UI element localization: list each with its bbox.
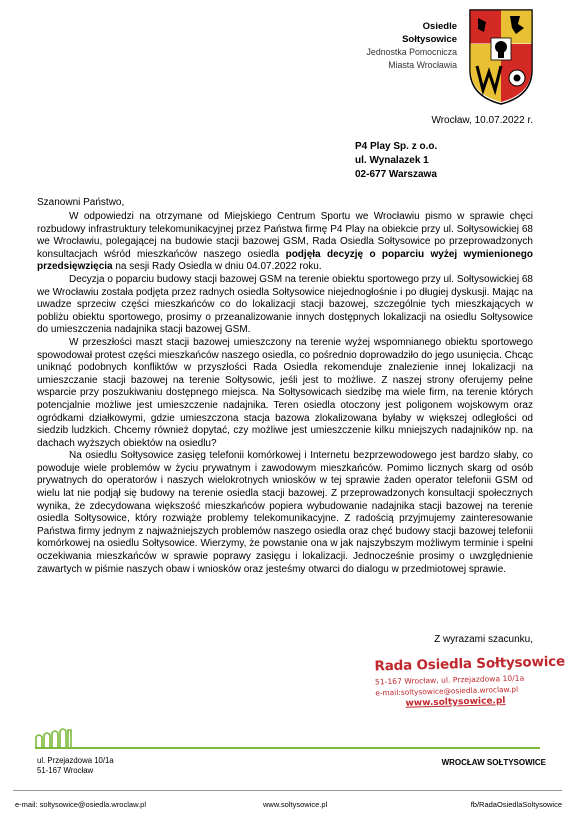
stamp-address: 51-167 Wrocław, ul. Przejazdowa 10/1a [374,673,525,687]
footer-facebook[interactable]: fb/RadaOsiedlaSoltysowice [470,800,562,809]
paragraph-1 [37,211,533,274]
institution-line-2: Sołtysowice [402,34,457,45]
institution-name [367,20,457,72]
letter-body [37,211,533,576]
stamp-website: www.soltysowice.pl [405,696,506,709]
building-outline-icon [34,727,72,749]
letter-date: Wrocław, 10.07.2022 r. [431,115,533,126]
footer-email[interactable]: e-mail: soltysowice@osiedla.wroclaw.pl [15,800,146,809]
footer-address [37,756,114,776]
footer-divider-grey [13,790,562,791]
paragraph-4: Na osiedlu Sołtysowice zasięg telefonii komórkowej i Internetu bezprzewodowego jest bardzo słaby, co powoduje wiele problemów w życiu prywatnym i zawodowym mieszkańców. Pomimo licznych skarg od osób prywatnych do operatorów i naszych wielokrotnych wniosków w tej sprawie żaden operator telefonii GSM od wielu lat nie podjął się budowy na terenie osiedla stacji bazowej. Z przeprowadzonych konsultacji społecznych wynika, że zdecydowana większość mieszkańców popiera wybudowanie nadajnika stacji bazowej na terenie osiedla Sołtysowice, który rozwiąże problemy telekomunikacyjne. Z radością przyjmujemy zainteresowanie Państwa firmy jednym z najważniejszych problemów naszego osiedla oraz chęć budowy stacji bazowej telefonii komórkowej na osiedlu Sołtysowice. Wierzymy, że powstanie ona w jak najszybszym możliwym terminie i spełni oczekiwania mieszkańców w sprawie poprawy zasięgu i lokalizacji. Jednocześnie prosimy o uwzględnienie zawartych w piśmie naszych obaw i wniosków oraz jesteśmy otwarci do dialogu w przedmiotowej sprawie. [37,450,533,575]
institution-line-3: Jednostka Pomocnicza [366,47,457,57]
closing: Z wyrazami szacunku, [434,634,533,645]
paragraph-1-bold: podjęła decyzję o poparciu wyżej wymienionego przedsięwzięcia [37,248,533,273]
council-stamp [374,654,566,710]
paragraph-2: Decyzja o poparciu budowy stacji bazowej GSM na terenie obiektu sportowego przy ul. Sołtysowickiej 68 we Wrocławiu została podjęta przez radnych osiedla Sołtysowice niejednogłośnie i po długiej dyskusji. Mając na uwadze sprzeciw części mieszkańców co do lokalizacji stacji bazowej, szczególnie tych mieszkających w pobliżu obiektu sportowego, prosimy o przeanalizowanie innych dostępnych lokalizacji na osiedlu Sołtysowice do umieszczenia nadajnika stacji bazowej GSM. [37,273,533,336]
coat-of-arms-icon [468,8,534,106]
footer-address-line-2: 51-167 Wrocław [37,766,94,775]
paragraph-1-end: na sesji Rady Osiedla w dniu 04.07.2022 roku. [112,261,322,273]
greeting: Szanowni Państwo, [37,197,125,208]
footer-website[interactable]: www.soltysowice.pl [263,800,328,809]
stamp-title: Rada Osiedla Sołtysowice [374,653,566,675]
stamp-email: e-mail:soltysowice@osiedla.wroclaw.pl [375,684,519,698]
institution-line-4: Miasta Wrocławia [388,60,457,70]
recipient-name: P4 Play Sp. z o.o. [355,141,438,152]
institution-line-1: Osiedle [422,21,457,32]
paragraph-1-start: W odpowiedzi na otrzymane od Miejskiego Centrum Sportu we Wrocławiu pismo w sprawie chęci rozbudowy infrastruktury telekomunikacyjnej przez Państwa firmę P4 Play na obiekcie przy ul. Sołtysowickiej 68 we Wrocławiu, polegającej na budowie stacji bazowej GSM, Rada Osiedla Sołtysowice po przeprowadzonych konsultacjach wśród mieszkańców naszego osiedla [37,211,533,260]
footer-address-line-1: ul. Przejazdowa 10/1a [37,756,114,765]
footer-brand: WROCŁAW SOŁTYSOWICE [441,758,546,767]
paragraph-3: W przeszłości maszt stacji bazowej umieszczony na terenie wyżej wspomnianego obiektu sportowego spowodował protest części mieszkańców naszego osiedla, co pośrednio doprowadziło do jego usunięcia. Chcąc uniknąć podobnych konfliktów w przyszłości Rada Osiedla rekomenduje znalezienie innej lokalizacji na umieszczanie stacji bazowej na terenie Sołtysowic, jeśli jest to możliwe. Z naszej strony oferujemy pełne wsparcie przy poszukiwaniu dostępnego miejsca. Na Sołtysowicach siedzibę ma wiele firm, na terenie których potencjalnie możliwe jest umieszczenie nadajnika. Teren osiedla otoczony jest poligonem wojskowym oraz ogródkami działkowymi, gdzie umieszczona stacja bazowa zlokalizowana byłaby w większej odległości od siedzib ludzkich. Chcemy również dopytać, czy możliwe jest umieszczenie kilku mniejszych nadajników np. na dachach wyższych obiektów na osiedlu? [37,336,533,449]
recipient-city: 02-677 Warszawa [355,169,437,180]
footer-divider-green [35,747,540,749]
recipient-address [355,140,437,182]
recipient-street: ul. Wynalazek 1 [355,155,429,166]
